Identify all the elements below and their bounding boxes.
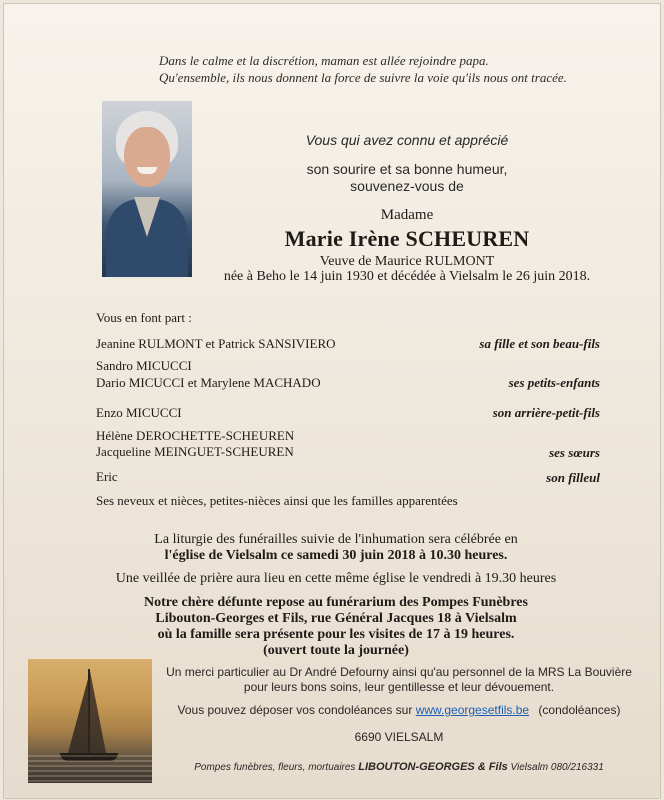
footer-company: LIBOUTON-GEORGES & Fils — [358, 761, 508, 773]
family-relation: son filleul — [546, 470, 600, 485]
widow-of: Veuve de Maurice RULMONT — [319, 254, 495, 269]
deceased-name: Marie Irène SCHEUREN — [284, 226, 530, 251]
thanks-line-2: pour leurs bons soins, leur gentillesse et leur dévouement. — [243, 680, 555, 694]
family-name: Dario MICUCCI et Marylene MACHADO — [96, 375, 321, 390]
condolences-line — [154, 703, 644, 717]
family-name: Enzo MICUCCI — [96, 405, 182, 420]
condolences-link[interactable]: www.georgesetfils.be — [415, 703, 530, 717]
quote-line-1: Dans le calme et la discrétion, maman est allée rejoindre papa. — [159, 53, 489, 68]
tribute-line-1: Vous qui avez connu et apprécié — [305, 132, 509, 148]
condolences-suffix: (condoléances) — [538, 703, 621, 717]
family-relation: ses petits-enfants — [508, 375, 600, 390]
funeral-line-1: La liturgie des funérailles suivie de l'inhumation sera célébrée en — [154, 532, 518, 547]
vigil-line: Une veillée de prière aura lieu en cette même église le vendredi à 19.30 heures — [115, 571, 557, 586]
extended-family: Ses neveux et nièces, petites-nièces ainsi que les familles apparentées — [96, 493, 458, 508]
birth-death-dates: née à Beho le 14 juin 1930 et décédée à Vielsalm le 26 juin 2018. — [223, 269, 591, 284]
quote-line-2: Qu'ensemble, ils nous donnent la force de suivre la voie qu'ils nous ont tracée. — [159, 70, 567, 85]
family-name: Hélène DEROCHETTE-SCHEUREN — [96, 428, 295, 443]
family-name: Sandro MICUCCI — [96, 358, 192, 373]
family-name: Jeanine RULMONT et Patrick SANSIVIERO — [96, 336, 336, 351]
condolences-prefix: Vous pouvez déposer vos condoléances sur — [177, 703, 413, 717]
tribute-line-2: son sourire et sa bonne humeur, — [306, 161, 508, 177]
thanks-line-1: Un merci particulier au Dr André Defourny ainsi qu'au personnel de la MRS La Bouvière — [166, 665, 632, 679]
funerarium-line-1: Notre chère défunte repose au funérarium des Pompes Funèbres — [144, 595, 528, 610]
death-notice-card — [3, 3, 661, 799]
footer — [154, 761, 644, 773]
footer-suffix: Vielsalm 080/216331 — [510, 762, 604, 773]
family-intro: Vous en font part : — [96, 310, 192, 325]
sailboat-image — [28, 659, 152, 783]
postal-address: 6690 VIELSALM — [354, 730, 444, 744]
family-name: Eric — [96, 469, 118, 484]
family-relation: ses sœurs — [549, 445, 600, 460]
funerarium-line-3: où la famille sera présente pour les visites de 17 à 19 heures. — [157, 627, 515, 642]
family-name: Jacqueline MEINGUET-SCHEUREN — [96, 444, 294, 459]
funerarium-line-4: (ouvert toute la journée) — [263, 643, 409, 658]
opening-quote — [159, 52, 567, 86]
honorific: Madame — [380, 207, 434, 223]
funeral-line-2: l'église de Vielsalm ce samedi 30 juin 2018 à 10.30 heures. — [164, 548, 508, 563]
footer-prefix: Pompes funèbres, fleurs, mortuaires — [194, 762, 356, 773]
family-relation: sa fille et son beau-fils — [479, 336, 600, 351]
funerarium-line-2: Libouton-Georges et Fils, rue Général Jacques 18 à Vielsalm — [155, 611, 517, 626]
family-relation: son arrière-petit-fils — [492, 405, 600, 420]
portrait-photo — [102, 101, 192, 277]
tribute-line-3: souvenez-vous de — [350, 178, 464, 194]
